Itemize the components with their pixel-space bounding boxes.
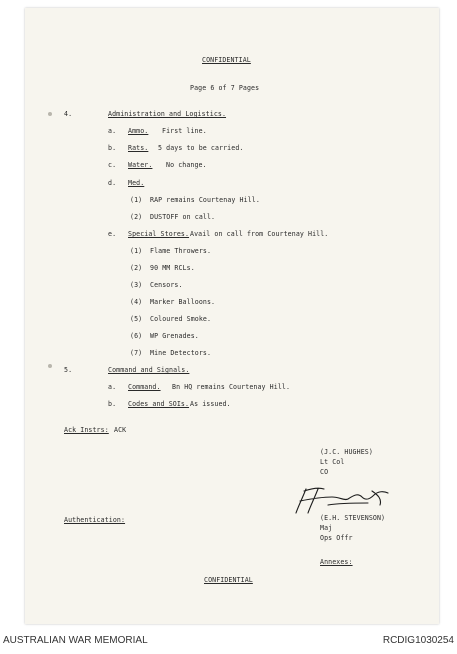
item-5b-letter: b. xyxy=(108,400,117,408)
signatory-2-appointment: Ops Offr xyxy=(320,534,353,542)
store-2-number: (2) xyxy=(130,264,143,272)
archive-name: AUSTRALIAN WAR MEMORIAL xyxy=(3,635,148,646)
store-6-number: (6) xyxy=(130,332,143,340)
store-7-number: (7) xyxy=(130,349,143,357)
section-4-number: 4. xyxy=(64,110,73,118)
annexes-label: Annexes: xyxy=(320,558,353,566)
signatory-2-rank: Maj xyxy=(320,524,333,532)
signatory-1-appointment: CO xyxy=(320,468,329,476)
item-5b-text: As issued. xyxy=(190,400,231,408)
store-7-text: Mine Detectors. xyxy=(150,349,212,357)
store-2-text: 90 MM RCLs. xyxy=(150,264,195,272)
archive-reference: RCDIG1030254 xyxy=(382,635,454,646)
med-1-number: (1) xyxy=(130,196,143,204)
item-4c-letter: c. xyxy=(108,161,117,169)
item-4a-text: First line. xyxy=(162,127,207,135)
archive-footer xyxy=(0,630,457,654)
item-5a-letter: a. xyxy=(108,383,117,391)
item-4a-letter: a. xyxy=(108,127,117,135)
item-5a-label: Command. xyxy=(128,383,161,391)
store-3-text: Censors. xyxy=(150,281,183,289)
ack-label: Ack Instrs: xyxy=(64,426,109,434)
signatory-2-name: (E.H. STEVENSON) xyxy=(320,514,386,522)
authentication-label: Authentication: xyxy=(64,516,126,524)
section-4-title: Administration and Logistics. xyxy=(108,110,227,118)
store-3-number: (3) xyxy=(130,281,143,289)
item-4e-text: Avail on call from Courtenay Hill. xyxy=(190,230,329,238)
store-4-text: Marker Balloons. xyxy=(150,298,216,306)
item-4b-text: 5 days to be carried. xyxy=(158,144,244,152)
med-2-text: DUSTOFF on call. xyxy=(150,213,216,221)
item-4b-label: Rats. xyxy=(128,144,149,152)
item-4e-letter: e. xyxy=(108,230,117,238)
ack-value: ACK xyxy=(114,426,127,434)
store-1-number: (1) xyxy=(130,247,143,255)
signatory-1-name: (J.C. HUGHES) xyxy=(320,448,373,456)
store-5-number: (5) xyxy=(130,315,143,323)
store-6-text: WP Grenades. xyxy=(150,332,199,340)
med-1-text: RAP remains Courtenay Hill. xyxy=(150,196,260,204)
item-4c-label: Water. xyxy=(128,161,153,169)
punch-hole-bottom xyxy=(48,364,52,368)
section-5-number: 5. xyxy=(64,366,73,374)
classification-top: CONFIDENTIAL xyxy=(202,56,251,64)
punch-hole-top xyxy=(48,112,52,116)
classification-bottom: CONFIDENTIAL xyxy=(204,576,253,584)
signatory-1-rank: Lt Col xyxy=(320,458,345,466)
item-5b-label: Codes and SOIs. xyxy=(128,400,190,408)
item-4d-letter: d. xyxy=(108,179,117,187)
item-4e-label: Special Stores. xyxy=(128,230,190,238)
store-1-text: Flame Throwers. xyxy=(150,247,212,255)
item-4c-text: No change. xyxy=(166,161,207,169)
item-4a-label: Ammo. xyxy=(128,127,149,135)
item-5a-text: Bn HQ remains Courtenay Hill. xyxy=(172,383,291,391)
store-5-text: Coloured Smoke. xyxy=(150,315,212,323)
item-4d-label: Med. xyxy=(128,179,145,187)
med-2-number: (2) xyxy=(130,213,143,221)
item-4b-letter: b. xyxy=(108,144,117,152)
document-page xyxy=(25,8,439,624)
store-4-number: (4) xyxy=(130,298,143,306)
section-5-title: Command and Signals. xyxy=(108,366,190,374)
page-number: Page 6 of 7 Pages xyxy=(190,84,260,92)
